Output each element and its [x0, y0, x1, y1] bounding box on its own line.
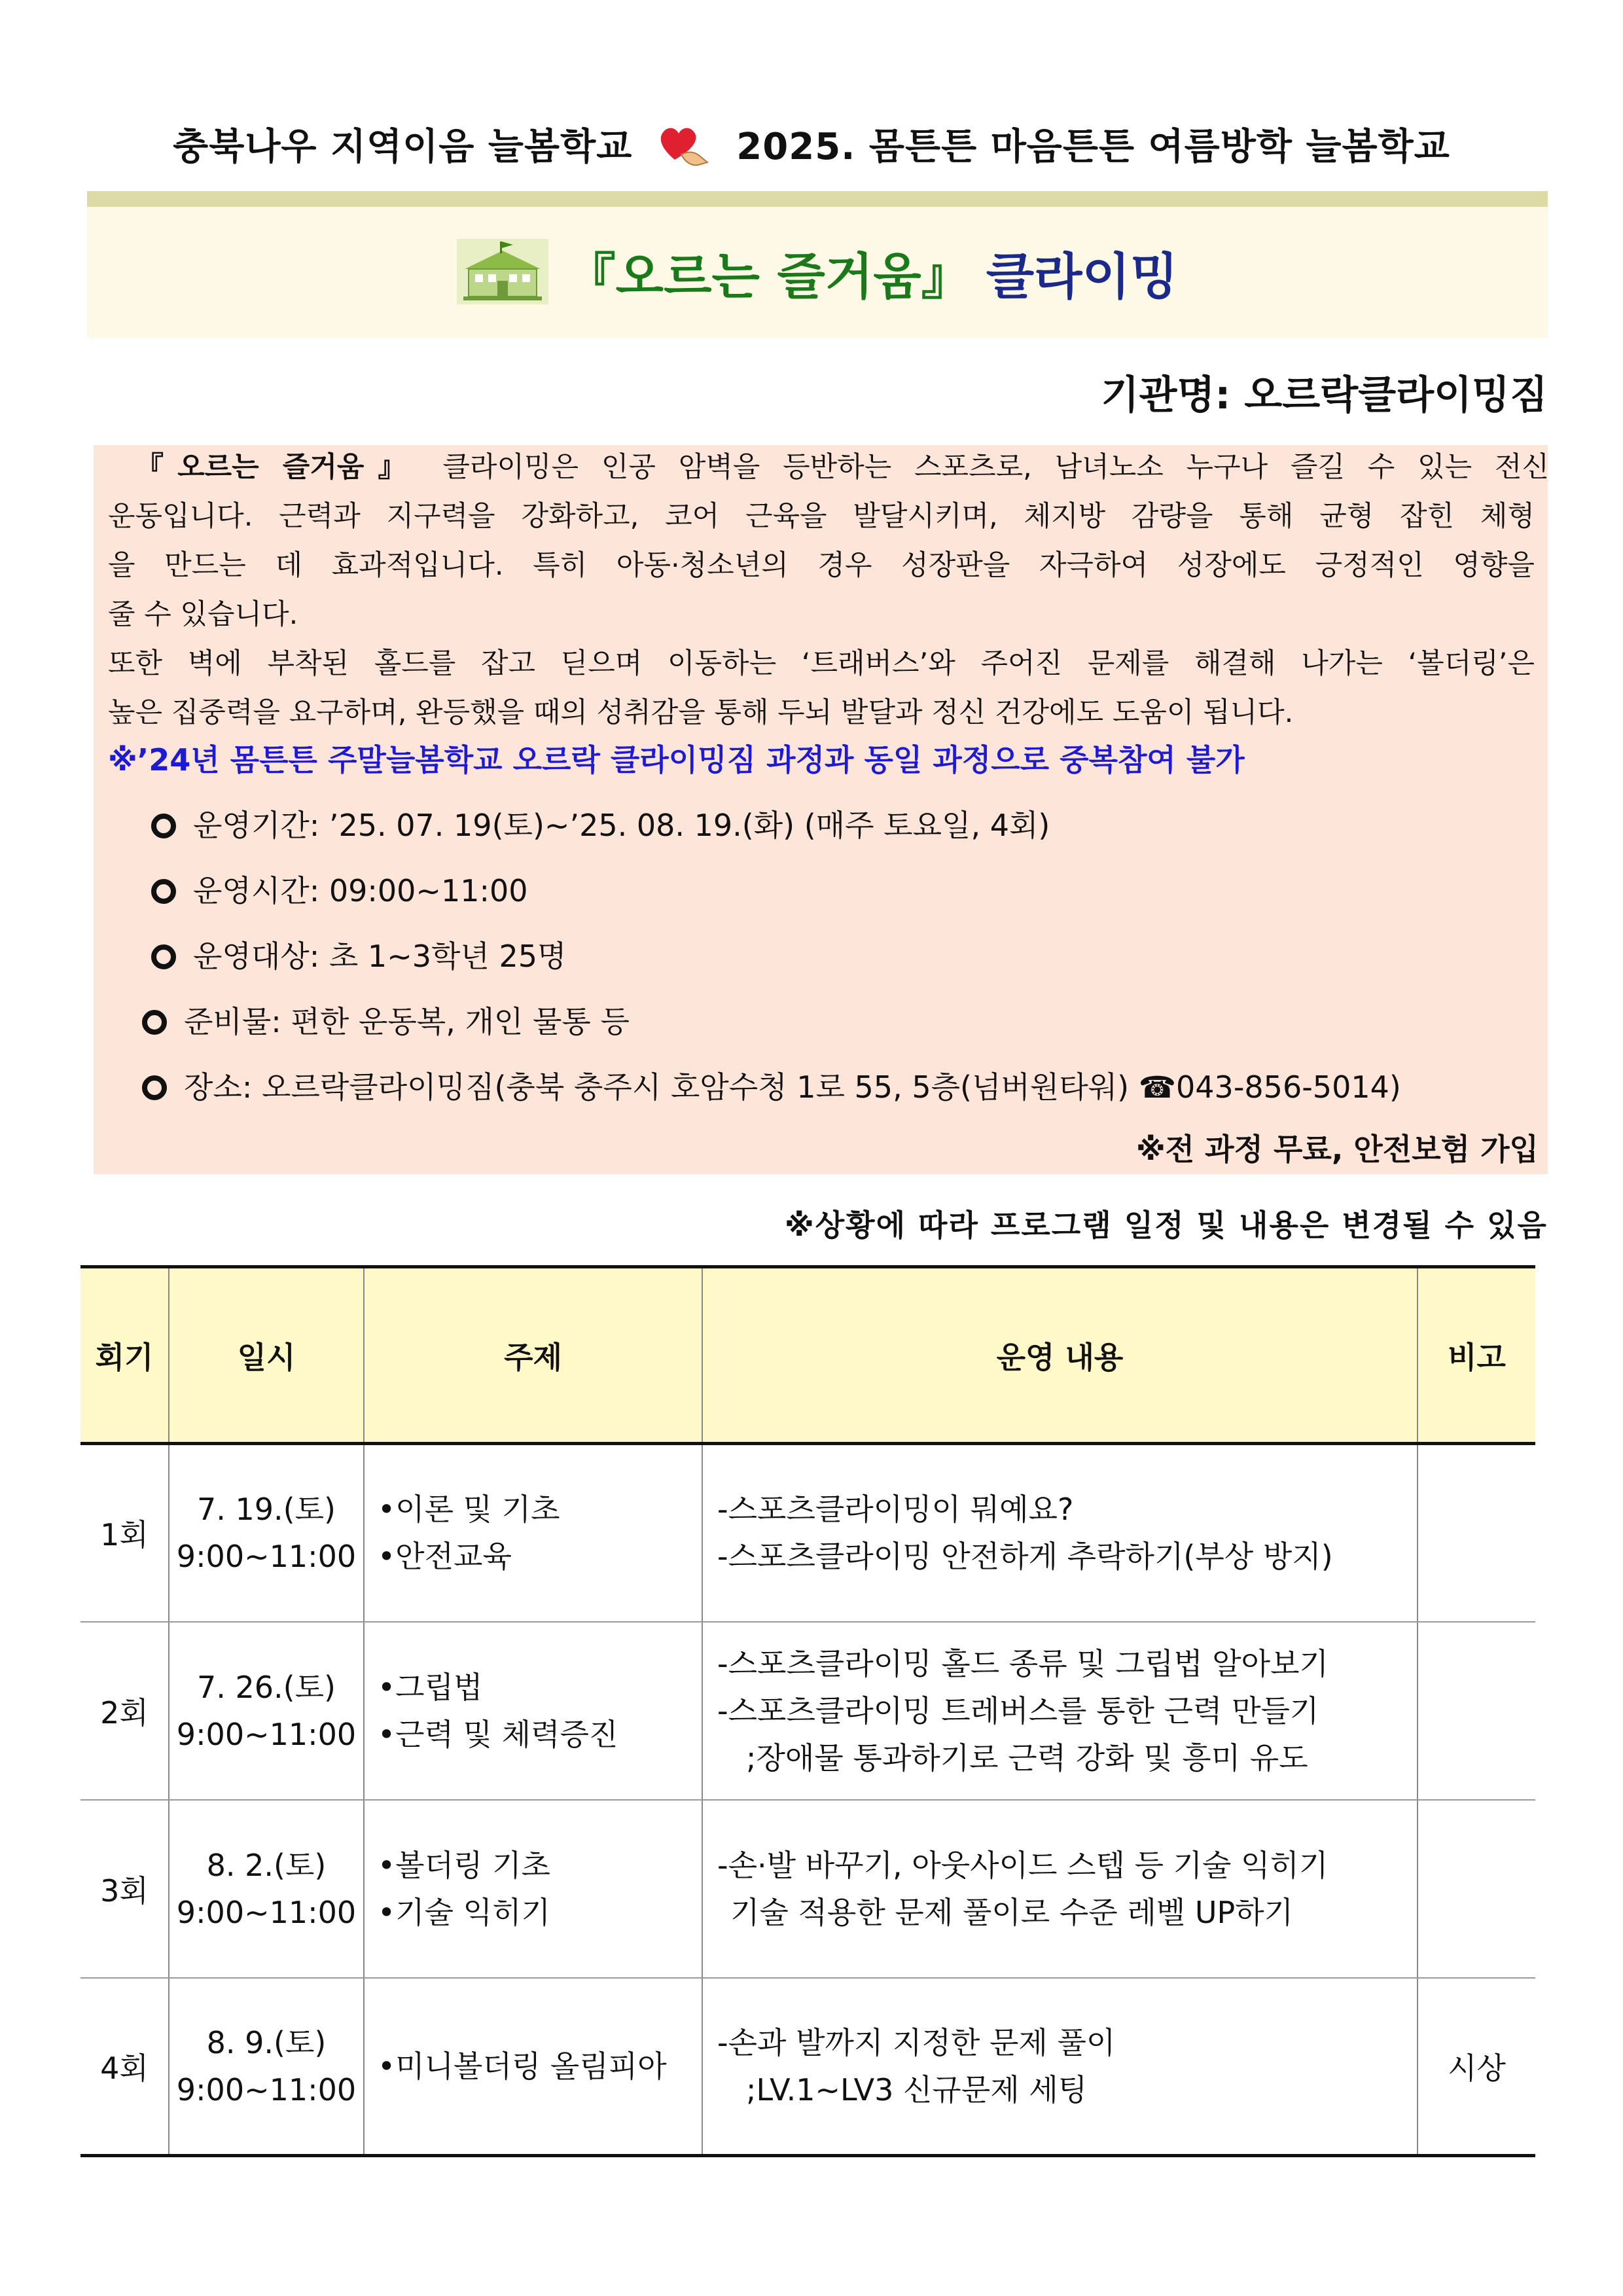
content-cell: -스포츠클라이밍 홀드 종류 및 그립법 알아보기 -스포츠클라이밍 트레버스를 통한 근력 만들기 ;장애물 통과하기로 근력 강화 및 흥미 유도: [702, 1622, 1418, 1800]
duplicate-participation-notice: ※’24년 몸튼튼 주말늘봄학교 오르락 클라이밍짐 과정과 동일 과정으로 중복참여 불가: [108, 742, 1245, 778]
program-info-box: [94, 445, 1548, 1174]
school-building-icon: [457, 239, 548, 307]
intro-line-1: [108, 443, 1549, 492]
bullet-circle-icon: [151, 814, 176, 838]
detail-supplies: 준비물: 편한 운동복, 개인 물통 등: [142, 998, 630, 1041]
free-insurance-note: ※전 과정 무료, 안전보험 가입: [1135, 1132, 1539, 1167]
content-cell: -손과 발까지 지정한 문제 풀이 ;LV.1~LV3 신규문제 세팅: [702, 1978, 1418, 2156]
bullet-circle-icon: [142, 1010, 167, 1035]
date-cell: 7. 19.(토) 9:00~11:00: [169, 1444, 364, 1622]
intro-text-1: 클라이밍은 인공 암벽을 등반하는 스포츠로, 남녀노소 누구나 즐길 수 있는 전신: [442, 451, 1550, 484]
program-title-suffix: 클라이밍: [986, 247, 1179, 306]
content-cell: -손·발 바꾸기, 아웃사이드 스텝 등 기술 익히기 기술 적용한 문제 풀이로 수준 레벨 UP하기: [702, 1800, 1418, 1978]
program-title: 『오르는 즐거움』: [565, 247, 971, 306]
table-row: [80, 1978, 1535, 2156]
session-cell: 3회: [80, 1800, 169, 1978]
schedule-table: [80, 1265, 1535, 2157]
table-header-row: [80, 1267, 1535, 1444]
title-top-bar: [87, 191, 1548, 207]
title-band: [87, 207, 1548, 338]
detail-time: 운영시간: 09:00~11:00: [151, 867, 528, 910]
topic-cell: •미니볼더링 올림피아: [364, 1978, 702, 2156]
topic-cell: •볼더링 기초 •기술 익히기: [364, 1800, 702, 1978]
intro-line-6: 높은 집중력을 요구하며, 완등했을 때의 성취감을 통해 두뇌 발달과 정신 건강에도 도움이 됩니다.: [108, 696, 1294, 729]
session-cell: 1회: [80, 1444, 169, 1622]
organization-name: 기관명: 오르락클라이밍짐: [1101, 372, 1548, 418]
intro-line-4: 줄 수 있습니다.: [108, 598, 298, 631]
detail-target: 운영대상: 초 1~3학년 25명: [151, 933, 566, 976]
detail-period: 운영기간: ’25. 07. 19(토)~’25. 08. 19.(화) (매주 토요일, 4회): [151, 802, 1050, 845]
note-cell: 시상: [1418, 1978, 1535, 2156]
table-row: [80, 1622, 1535, 1800]
topic-cell: •그립법 •근력 및 체력증진: [364, 1622, 702, 1800]
bullet-circle-icon: [151, 944, 176, 969]
intro-line-2: 운동입니다. 근력과 지구력을 강화하고, 코어 근육을 발달시키며, 체지방 감량을 통해 균형 잡힌 체형: [108, 500, 1535, 533]
note-cell: [1418, 1444, 1535, 1622]
note-cell: [1418, 1800, 1535, 1978]
content-cell: -스포츠클라이밍이 뭐예요? -스포츠클라이밍 안전하게 추락하기(부상 방지): [702, 1444, 1418, 1622]
date-cell: 8. 2.(토) 9:00~11:00: [169, 1800, 364, 1978]
header-note: 비고: [1418, 1267, 1535, 1444]
note-cell: [1418, 1622, 1535, 1800]
session-cell: 2회: [80, 1622, 169, 1800]
page-header: [0, 118, 1623, 177]
header-date: 일시: [169, 1267, 364, 1444]
header-session: 회기: [80, 1267, 169, 1444]
intro-line-5: 또한 벽에 부착된 홀드를 잡고 딛으며 이동하는 ‘트래버스’와 주어진 문제를 해결해 나가는 ‘볼더링’은: [108, 647, 1535, 680]
bullet-circle-icon: [151, 879, 176, 904]
heart-hand-icon: [655, 122, 714, 177]
table-row: [80, 1444, 1535, 1622]
session-cell: 4회: [80, 1978, 169, 2156]
topic-cell: •이론 및 기초 •안전교육: [364, 1444, 702, 1622]
header-left-text: 충북나우 지역이음 늘봄학교: [173, 126, 633, 168]
intro-title-bold: 『오르는 즐거움』: [135, 451, 420, 484]
table-row: [80, 1800, 1535, 1978]
bullet-circle-icon: [142, 1075, 167, 1100]
header-topic: 주제: [364, 1267, 702, 1444]
header-right-text: 2025. 몸튼튼 마음튼튼 여름방학 늘봄학교: [736, 126, 1450, 168]
header-content: 운영 내용: [702, 1267, 1418, 1444]
detail-location: 장소: 오르락클라이밍짐(충북 충주시 호암수청 1로 55, 5층(넘버원타워) ☎043-856-5014): [142, 1064, 1401, 1107]
intro-line-3: 을 만드는 데 효과적입니다. 특히 아동·청소년의 경우 성장판을 자극하여 성장에도 긍정적인 영향을: [108, 549, 1535, 582]
date-cell: 8. 9.(토) 9:00~11:00: [169, 1978, 364, 2156]
date-cell: 7. 26.(토) 9:00~11:00: [169, 1622, 364, 1800]
schedule-change-note: ※상황에 따라 프로그램 일정 및 내용은 변경될 수 있음: [785, 1208, 1548, 1243]
